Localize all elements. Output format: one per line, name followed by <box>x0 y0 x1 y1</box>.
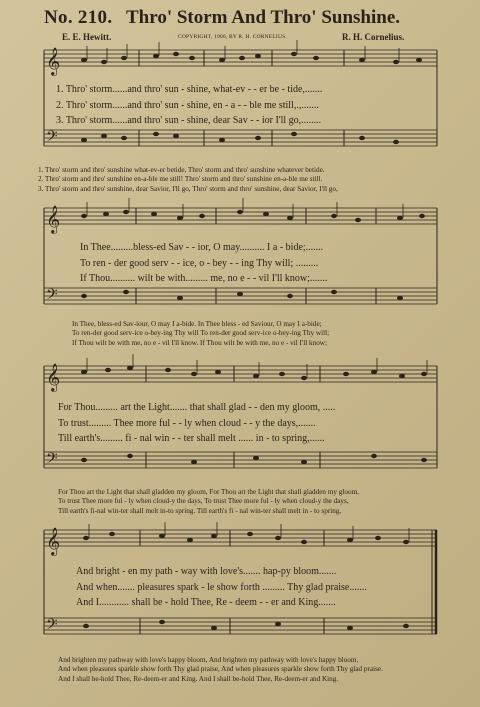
bass-line: And brighten my pathway with love's happy bloom, And brighten my pathway with love's happy bloom. <box>58 656 359 664</box>
bass-lyrics-2 <box>72 320 329 348</box>
hymn-title: Thro' Storm And Thro' Sunshine. <box>126 7 401 28</box>
music-system-3 <box>44 358 437 482</box>
bass-line: In Thee, bless-ed Sav-iour, O may I a-bide. In Thee bless - ed Saviour, O may I a-bide; <box>72 320 322 328</box>
bass-line: And I shall be-hold Thee, Re-deem-er and King. And I shall be-hold Thee, Re-deem-er and King. <box>58 674 339 683</box>
bass-line: 1. Thro' storm and thro' sunshine what-ev-er betide, Thro' storm and thro' sunshine whatever betide. <box>38 166 325 174</box>
hymn-number: No. 210. <box>44 7 113 28</box>
verse-lyrics-4 <box>76 564 367 611</box>
verse-line: 2. Thro' storm......and thro' sun - shine, en - a - - ble me still,.,....... <box>56 99 319 111</box>
verse-line: To ren - der good serv - - ice, o - bey - - ing Thy will; ......... <box>80 257 319 269</box>
title-row <box>44 7 444 33</box>
verse-line: 1. Thro' storm......and thro' sun - shine, what-ev - - er be - tide,....... <box>56 84 323 95</box>
treble-staff <box>44 366 437 382</box>
svg-text:𝄞: 𝄞 <box>46 363 61 391</box>
clefs <box>46 527 60 637</box>
svg-text:𝄢: 𝄢 <box>46 450 58 471</box>
bass-staff <box>44 618 437 634</box>
verse-lyrics-3 <box>58 400 335 447</box>
svg-text:𝄞: 𝄞 <box>46 205 61 233</box>
bass-line: Till earth's fi-nal win-ter shall melt in-to spring. Till earth's fi - nal win-ter shall melt in - to spring, <box>58 506 342 515</box>
verse-line: Till earth's......... fi - nal win - - ter shall melt ...... in - to spring,...... <box>58 433 325 444</box>
verse-line: And I............ shall be - hold Thee, Re - deem - - er and King....... <box>76 597 336 608</box>
music-system-2 <box>44 200 437 318</box>
verse-lyrics-2 <box>80 240 327 287</box>
svg-text:𝄢: 𝄢 <box>46 616 58 637</box>
verse-line: If Thou.......... wilt be with......... me, no e - - vil I'll know;....... <box>80 273 328 284</box>
bass-line: If Thou wilt be with me, no e - vil I'll know. If Thou wilt be with me, no e - vil I'll know; <box>72 338 327 347</box>
verse-line: And when....... pleasures spark - le show forth ......... Thy glad praise....... <box>76 581 367 593</box>
bass-lyrics-4 <box>58 656 383 684</box>
svg-text:𝄢: 𝄢 <box>46 286 58 307</box>
bass-line: And when pleasures sparkle show forth Thy glad praise, And when pleasures sparkle show forth Thy glad praise. <box>58 665 383 674</box>
verse-line: In Thee.........bless-ed Sav - - ior, O may.......... I a - bide;....... <box>80 242 324 253</box>
verse-lyrics-1 <box>56 82 322 129</box>
svg-text:𝄞: 𝄞 <box>46 527 61 555</box>
copyright-notice: COPYRIGHT, 1906, BY R. H. CORNELIUS. <box>178 34 287 40</box>
verse-line: For Thou......... art the Light....... that shall glad - - den my gloom, ..... <box>58 402 336 413</box>
verse-line: And bright - en my path - way with love's....... hap-py bloom....... <box>76 566 337 577</box>
bass-line: 3. Thro' storm and thro' sunshine, dear Savior, I'll go, Thro' storm and thro' sunshine, dear Savior, I'll go, <box>38 184 338 193</box>
bass-staff <box>44 452 437 468</box>
svg-text:𝄢: 𝄢 <box>46 128 58 149</box>
bass-line: To trust Thee more ful - ly when cloud-y the days, To trust Thee more ful - ly when cloud-y the days, <box>58 497 349 506</box>
bass-line: To ren-der good serv-ice o-bey-ing Thy will To ren-der good serv-ice o-bey-ing Thy will; <box>72 329 330 338</box>
bass-line: For Thou art the Light that shall gladden my gloom, For Thou art the Light that shall gladden my gloom, <box>58 488 359 496</box>
author-credit: E. E. Hewitt. <box>62 32 112 42</box>
bass-line: 2. Thro' storm and thro' sunshine en-a-ble me still! Thro' storm and thro' sunshine en-a-ble me still. <box>38 175 323 184</box>
bass-lyrics-3 <box>58 488 359 516</box>
verse-line: To trust......... Thee more ful - - ly when cloud - - y the days,....... <box>58 417 316 429</box>
svg-text:𝄞: 𝄞 <box>46 47 61 75</box>
bass-lyrics-1 <box>38 166 338 194</box>
composer-credit: R. H. Cornelius. <box>342 32 405 42</box>
verse-line: 3. Thro' storm......and thro' sun - shine, dear Sav - - ior I'll go,........ <box>56 115 322 126</box>
music-system-1 <box>44 42 437 166</box>
music-system-4 <box>44 522 437 646</box>
